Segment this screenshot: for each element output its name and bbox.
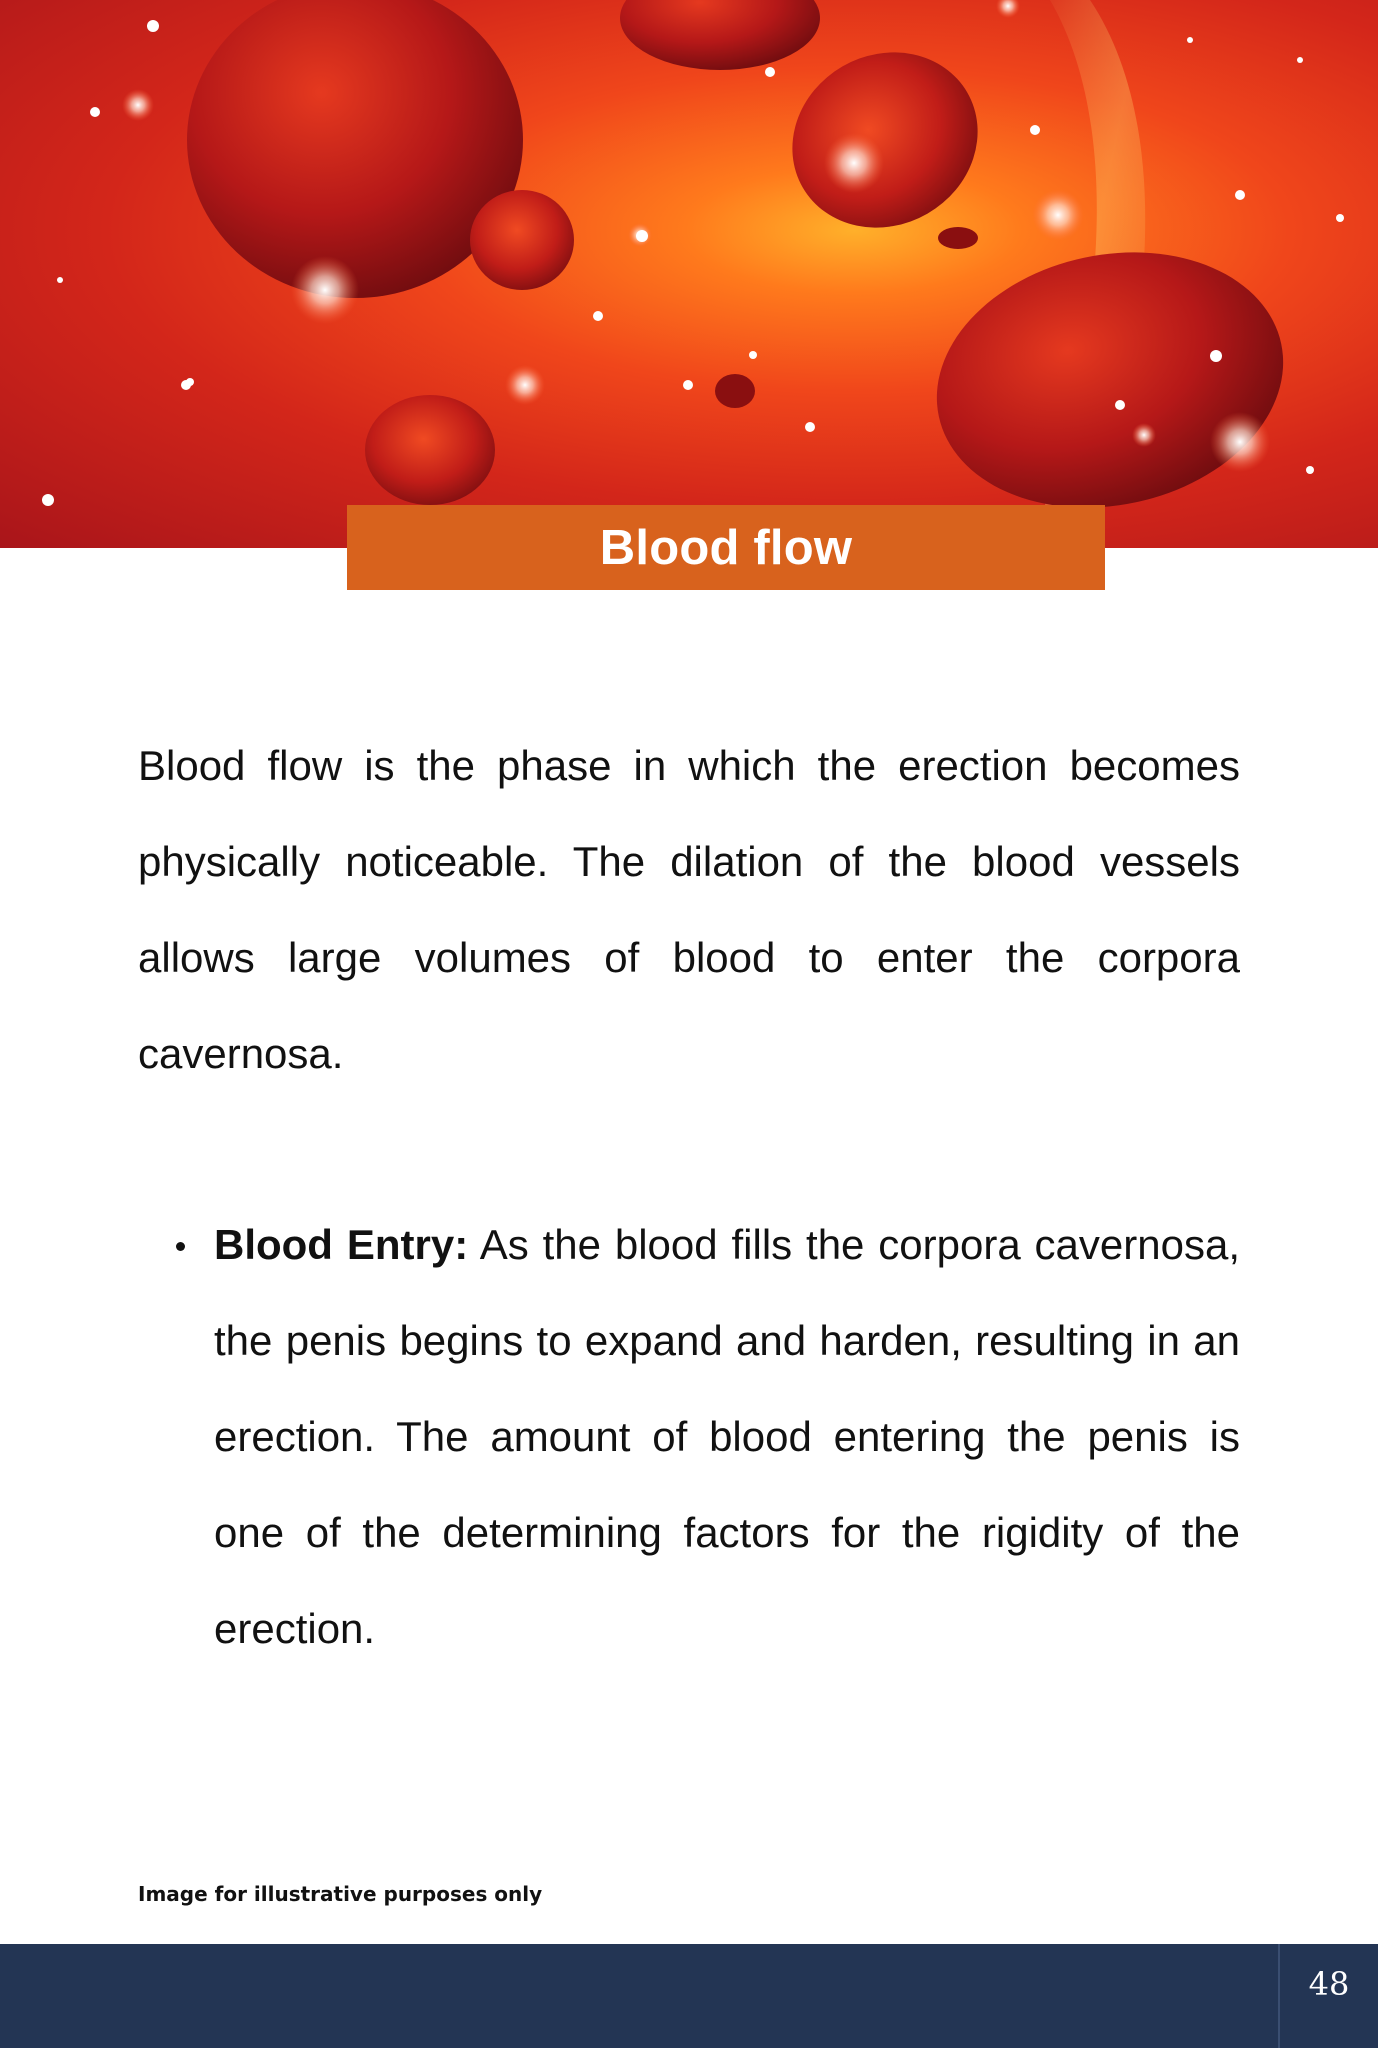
section-title-banner	[347, 505, 1105, 590]
sparkle-dot	[1297, 57, 1303, 63]
sparkle-dot	[805, 422, 815, 432]
glow-sparkle	[824, 133, 884, 193]
blood-cell	[365, 395, 495, 505]
blood-cell	[715, 374, 755, 408]
sparkle-dot	[1235, 190, 1245, 200]
sparkle-dot	[593, 311, 603, 321]
blood-cell	[620, 0, 820, 70]
sparkle-dot	[1187, 37, 1193, 43]
sparkle-dot	[186, 378, 194, 386]
glow-sparkle	[122, 89, 154, 121]
bullet-item-blood-entry	[138, 1197, 1240, 1677]
sparkle-dot	[683, 380, 693, 390]
blood-cell	[760, 19, 1010, 261]
sparkle-dot	[765, 67, 775, 77]
sparkle-dot	[1030, 125, 1040, 135]
glow-sparkle	[1210, 412, 1270, 472]
glow-sparkle	[505, 365, 545, 405]
sparkle-dot	[1115, 400, 1125, 410]
blood-cell	[913, 221, 1307, 538]
sparkle-dot	[57, 277, 63, 283]
blood-cell	[470, 190, 574, 290]
sparkle-dot	[1210, 350, 1222, 362]
blood-cells-illustration	[0, 0, 1378, 548]
page-number: 48	[1308, 1965, 1350, 2003]
sparkle-dot	[42, 494, 54, 506]
hero-image-blood-cells	[0, 0, 1378, 548]
sparkle-dot	[147, 20, 159, 32]
sparkle-dot	[90, 107, 100, 117]
sparkle-dot	[1306, 466, 1314, 474]
image-caption: Image for illustrative purposes only	[138, 1882, 543, 1906]
bullet-text: As the blood fills the corpora cavernosa, the penis begins to expand and harden, resulting in an erection. The amount of blood entering the penis is one of the determining factors for the rigidity of the erection.	[214, 1221, 1240, 1652]
glow-sparkle	[1032, 189, 1084, 241]
blood-cell	[938, 227, 978, 249]
bullet-dot-icon	[176, 1242, 185, 1251]
intro-paragraph: Blood flow is the phase in which the erection becomes physically noticeable. The dilation of the blood vessels allows large volumes of blood to enter the corpora cavernosa.	[138, 742, 1240, 1077]
sparkle-dot	[749, 351, 757, 359]
sparkle-dot	[1336, 214, 1344, 222]
glow-sparkle	[291, 256, 359, 324]
glow-sparkle	[1132, 423, 1156, 447]
footer-bar	[0, 1944, 1378, 2048]
glow-sparkle	[996, 0, 1020, 18]
bullet-list	[138, 1197, 1240, 1677]
section-title: Blood flow	[599, 520, 853, 575]
bullet-term: Blood Entry:	[214, 1221, 469, 1268]
sparkle-dot	[636, 230, 648, 242]
